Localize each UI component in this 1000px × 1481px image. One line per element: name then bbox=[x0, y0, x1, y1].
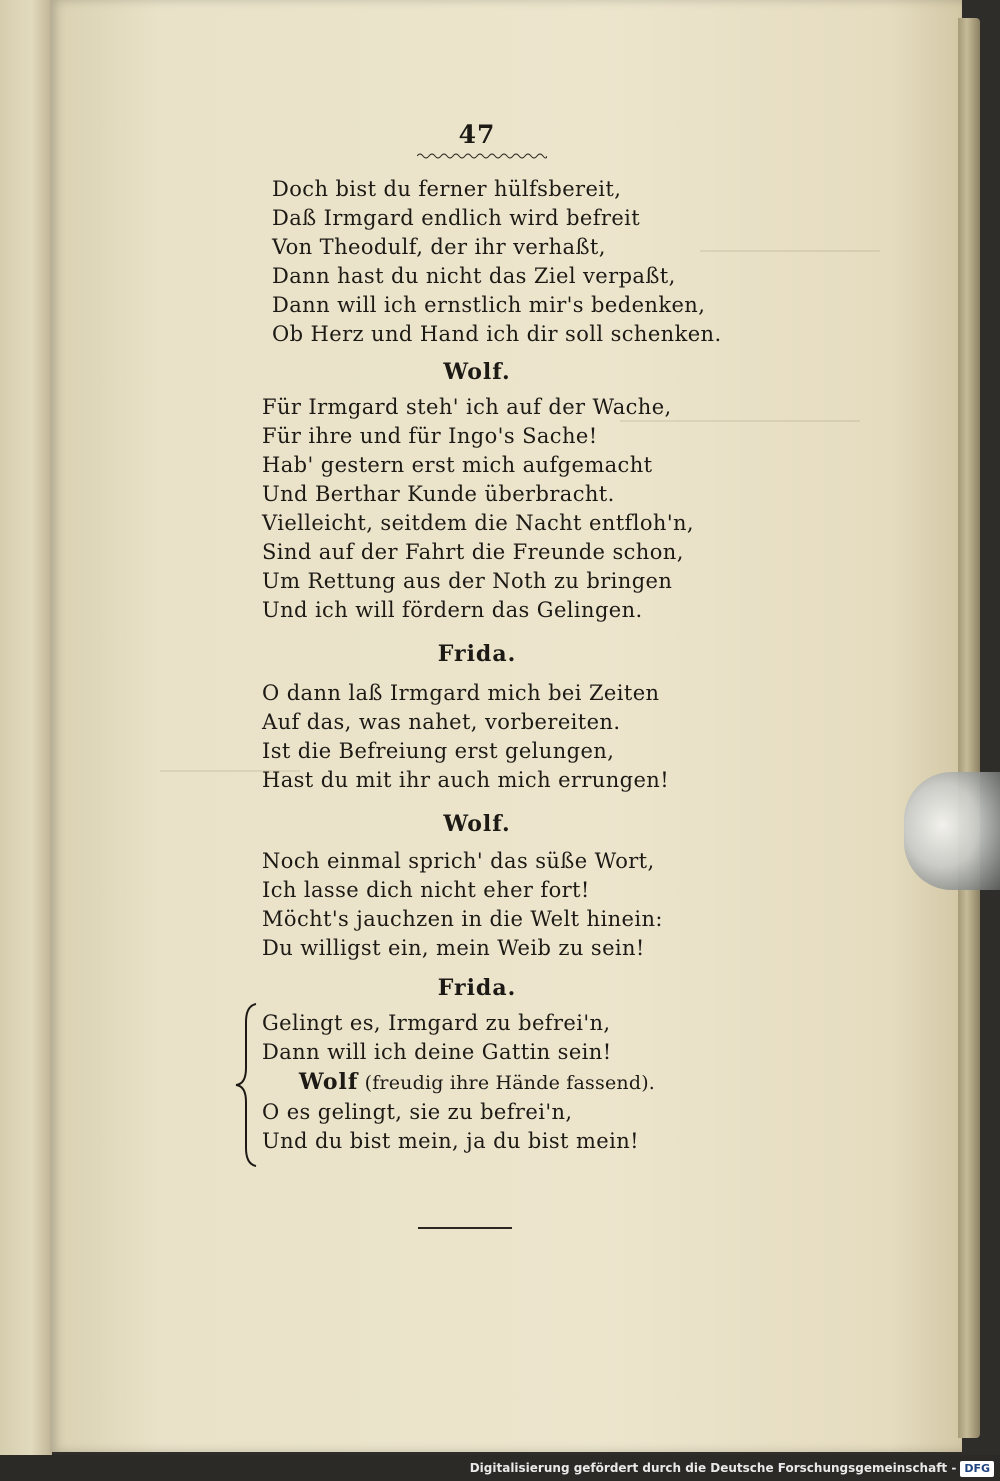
verse-line: Dann hast du nicht das Ziel verpaßt, bbox=[272, 264, 676, 288]
facing-page-edge bbox=[0, 0, 52, 1455]
verse-line: Du willigst ein, mein Weib zu sein! bbox=[262, 936, 645, 960]
verse-line: Und Berthar Kunde überbracht. bbox=[262, 482, 615, 506]
verse-line: Ob Herz und Hand ich dir soll schenken. bbox=[272, 322, 722, 346]
stanza bbox=[262, 847, 702, 963]
verse-line: Doch bist du ferner hülfsbereit, bbox=[272, 177, 622, 201]
verse-line: Möcht's jauchzen in die Welt hinein: bbox=[262, 907, 663, 931]
verse-line: Hab' gestern erst mich aufgemacht bbox=[262, 453, 653, 477]
speaker-heading bbox=[262, 357, 692, 387]
stanza bbox=[262, 1009, 702, 1067]
text-blocks bbox=[262, 175, 722, 1156]
verse-line: Gelingt es, Irmgard zu befrei'n, bbox=[262, 1011, 611, 1035]
verse-line: Hast du mit ihr auch mich errungen! bbox=[262, 768, 670, 792]
verse-line: Von Theodulf, der ihr verhaßt, bbox=[272, 235, 606, 259]
verse-line: Und ich will fördern das Gelingen. bbox=[262, 598, 643, 622]
verse-line: Dann will ich ernstlich mir's bedenken, bbox=[272, 293, 706, 317]
dfg-logo: DFG bbox=[960, 1461, 994, 1477]
verse-line: Dann will ich deine Gattin sein! bbox=[262, 1040, 612, 1064]
stanza bbox=[262, 175, 722, 349]
footer-credit: Digitalisierung gefördert durch die Deutsche Forschungsgemeinschaft - bbox=[469, 1461, 957, 1475]
wavy-ornament-icon bbox=[417, 151, 547, 161]
speaker-heading bbox=[262, 1067, 692, 1098]
verse-line: O es gelingt, sie zu befrei'n, bbox=[262, 1100, 573, 1124]
verse-line: Für Irmgard steh' ich auf der Wache, bbox=[262, 395, 672, 419]
verse-line: Ist die Befreiung erst gelungen, bbox=[262, 739, 615, 763]
speaker-heading bbox=[262, 973, 692, 1003]
page-number: 47 bbox=[458, 120, 496, 149]
end-rule bbox=[418, 1227, 512, 1229]
speaker-name: Frida. bbox=[437, 975, 517, 1001]
speaker-heading bbox=[262, 639, 692, 669]
speaker-name: Wolf. bbox=[443, 359, 511, 385]
stanza bbox=[262, 679, 702, 795]
stanza bbox=[262, 1098, 702, 1156]
speaker-name: Wolf. bbox=[443, 811, 511, 837]
verse-line: Auf das, was nahet, vorbereiten. bbox=[262, 710, 621, 734]
verse-line: Ich lasse dich nicht eher fort! bbox=[262, 878, 590, 902]
speaker-name: Wolf bbox=[298, 1069, 359, 1095]
stanza bbox=[262, 393, 702, 625]
verse-line: Vielleicht, seitdem die Nacht entfloh'n, bbox=[262, 511, 694, 535]
footer-bar bbox=[0, 1455, 1000, 1481]
page-clip bbox=[904, 772, 1000, 890]
verse-line: O dann laß Irmgard mich bei Zeiten bbox=[262, 681, 660, 705]
verse-line: Sind auf der Fahrt die Freunde schon, bbox=[262, 540, 684, 564]
verse-line: Daß Irmgard endlich wird befreit bbox=[272, 206, 641, 230]
speaker-heading bbox=[262, 809, 692, 839]
page-content bbox=[262, 120, 722, 1156]
stage-direction: (freudig ihre Hände fassend). bbox=[358, 1072, 656, 1094]
verse-line: Noch einmal sprich' das süße Wort, bbox=[262, 849, 655, 873]
verse-line: Und du bist mein, ja du bist mein! bbox=[262, 1129, 639, 1153]
speaker-name: Frida. bbox=[437, 641, 517, 667]
curly-bracket-icon bbox=[230, 1002, 260, 1168]
page-stack-edge bbox=[958, 18, 980, 1438]
verse-line: Um Rettung aus der Noth zu bringen bbox=[262, 569, 673, 593]
show-through-line bbox=[700, 250, 880, 252]
verse-line: Für ihre und für Ingo's Sache! bbox=[262, 424, 598, 448]
